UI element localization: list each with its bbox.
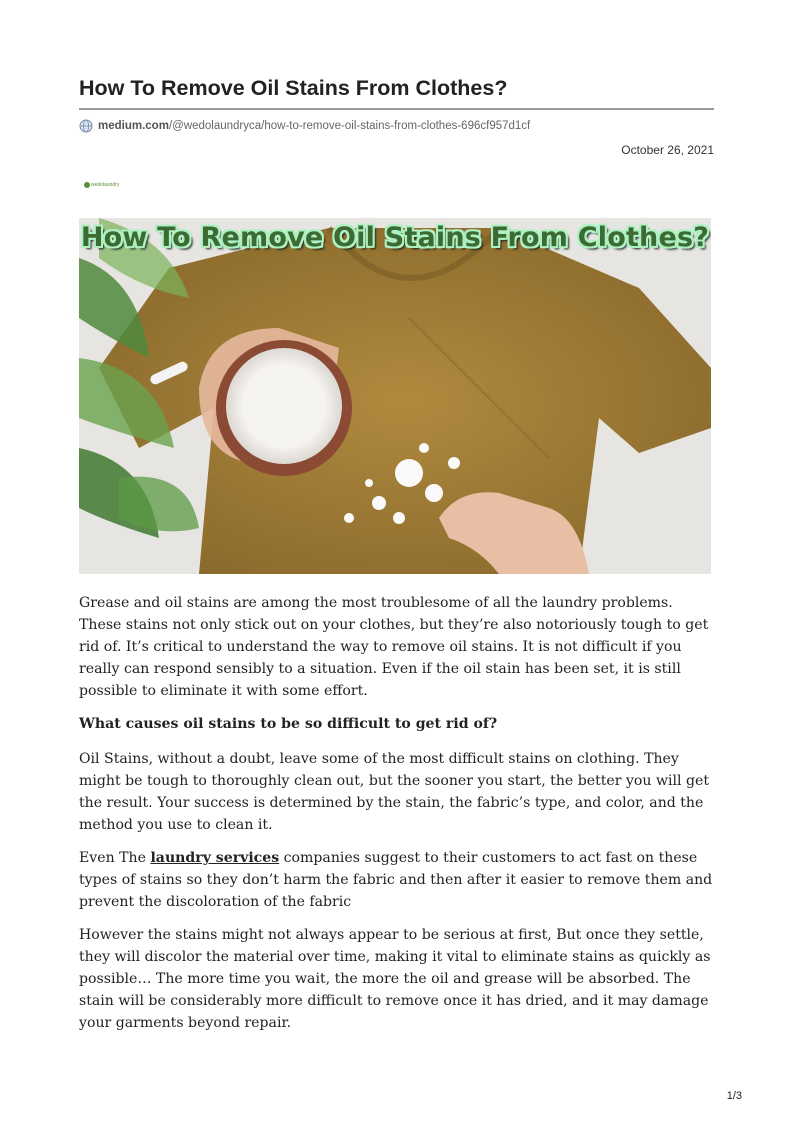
laundry-services-link[interactable]: laundry services [150, 850, 280, 866]
title-divider [79, 108, 714, 110]
source-line [79, 118, 530, 134]
publish-date: October 26, 2021 [621, 143, 714, 157]
paragraph-laundry-services [79, 847, 719, 913]
text-segment: companies suggest to their customers to act fast on these types of stains so they don’t harm the fabric and then after it easier to remove them and prevent the discoloration of the fabric [79, 850, 713, 910]
logo-text: wedolaundry [91, 182, 120, 188]
globe-icon [79, 119, 93, 133]
baking-soda [226, 348, 342, 464]
page-number: 1/3 [726, 1090, 742, 1102]
brand-logo [84, 182, 119, 188]
source-domain-link[interactable]: medium.com [98, 120, 169, 132]
hero-overlay-title: How To Remove Oil Stains From Clothes? [80, 222, 710, 253]
page-title: How To Remove Oil Stains From Clothes? [79, 76, 508, 100]
leaf-icon [84, 182, 90, 188]
hero-illustration [79, 218, 711, 574]
article-body [79, 592, 719, 1045]
hero-image [79, 218, 711, 574]
paragraph-urgency: However the stains might not always appear to be serious at first, But once they settle, they will discolor the material over time, making it vital to eliminate stains as quickly as possible… The more time you wait, the more the oil and grease will be absorbed. The stain will be considerably more difficult to remove once it has dried, and it may damage your garments beyond repair. [79, 927, 711, 1031]
section-heading: What causes oil stains to be so difficult to get rid of? [79, 716, 498, 732]
text-segment: Even The [79, 850, 151, 866]
paragraph-causes: Oil Stains, without a doubt, leave some of the most difficult stains on clothing. They might be tough to thoroughly clean out, but the sooner you start, the better you will get the result. Your success is determined by the stain, the fabric’s type, and color, and the method you use to clean it. [79, 751, 710, 833]
paragraph-intro: Grease and oil stains are among the most troublesome of all the laundry problems. These stains not only stick out on your clothes, but they’re also notoriously tough to get rid of. It’s critical to understand the way to remove oil stains. It is not difficult if you really can respond sensibly to a situation. Even if the oil stain has been set, it is still possible to eliminate it with some effort. [79, 595, 709, 699]
source-path-link[interactable]: /@wedolaundryca/how-to-remove-oil-stains-from-clothes-696cf957d1cf [168, 120, 531, 132]
